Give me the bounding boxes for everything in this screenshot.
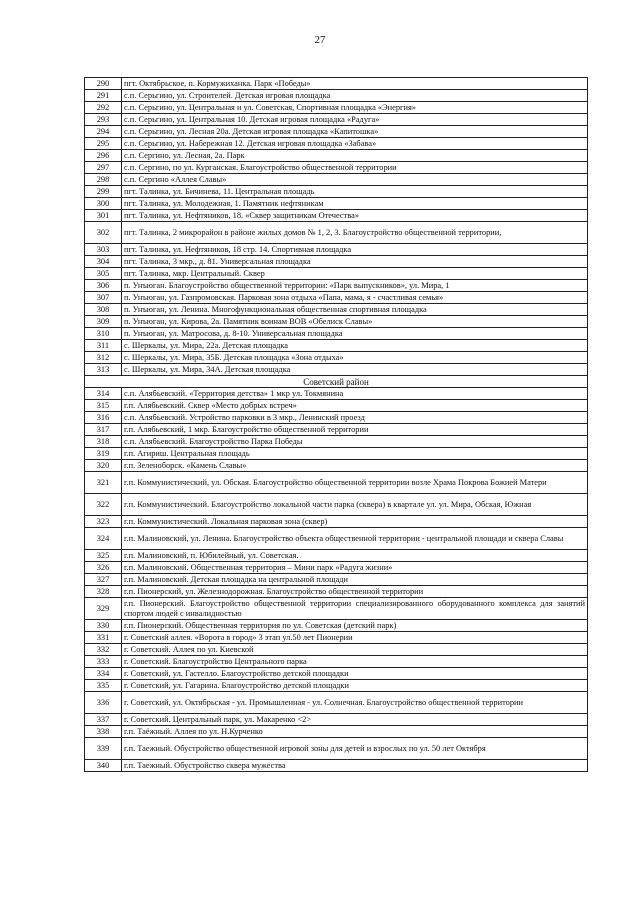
row-number: 304 — [85, 256, 122, 268]
row-description: с. Шеркалы, ул. Мира, 22а. Детская площадка — [122, 340, 588, 352]
row-description: пгт. Талинка, ул. Нефтяников, 18. «Сквер защитникам Отечества» — [122, 210, 588, 222]
row-description: п. Унъюган, ул. Газпромовская. Парковая зона отдыха «Папа, мама, я - счастливая семья» — [122, 292, 588, 304]
row-number: 305 — [85, 268, 122, 280]
row-description: г.п. Малиновский, ул. Ленина. Благоустройство объекта общественной территории - центральной площади и сквера Славы — [122, 528, 588, 550]
table-row — [85, 280, 588, 292]
row-description: г.п. Алябьевский. Сквер «Место добрых встреч» — [122, 400, 588, 412]
table-row — [85, 644, 588, 656]
row-number: 319 — [85, 448, 122, 460]
row-number: 295 — [85, 138, 122, 150]
table-row — [85, 424, 588, 436]
table-row — [85, 562, 588, 574]
row-number: 324 — [85, 528, 122, 550]
row-number: 296 — [85, 150, 122, 162]
table-row — [85, 198, 588, 210]
row-description: г. Советский. Благоустройство Центрального парка — [122, 656, 588, 668]
table-row — [85, 210, 588, 222]
row-number: 298 — [85, 174, 122, 186]
row-number: 308 — [85, 304, 122, 316]
row-description: п. Унъюган, ул. Кирова, 2а. Памятник воинам ВОВ «Обелиск Славы» — [122, 316, 588, 328]
row-number: 299 — [85, 186, 122, 198]
table-row — [85, 150, 588, 162]
row-description: пгт. Талинка, ул. Бичинева, 11. Центральная площадь — [122, 186, 588, 198]
row-description: с.п. Алябьевский. Устройство парковки в 3 мкр., Ленинский проезд — [122, 412, 588, 424]
row-number: 334 — [85, 668, 122, 680]
table-row — [85, 114, 588, 126]
table-row — [85, 388, 588, 400]
row-description: пгт. Талинка, мкр. Центральный. Сквер — [122, 268, 588, 280]
table-row — [85, 680, 588, 692]
row-number: 339 — [85, 738, 122, 760]
row-number: 315 — [85, 400, 122, 412]
table-row — [85, 494, 588, 516]
row-number: 338 — [85, 726, 122, 738]
row-number: 290 — [85, 78, 122, 90]
table-row — [85, 760, 588, 772]
row-description: пгт. Талинка, 2 микрорайон в районе жилых домов № 1, 2, 3. Благоустройство общественной территории, — [122, 222, 588, 244]
row-number: 314 — [85, 388, 122, 400]
row-description: с.п. Серьгино, ул. Центральная 10. Детская игровая площадка «Радуга» — [122, 114, 588, 126]
row-number: 333 — [85, 656, 122, 668]
row-description: с.п. Серьгино, ул. Лесная 20а. Детская игровая площадка «Капитошка» — [122, 126, 588, 138]
row-description: г.п. Таёжный. Аллея по ул. Н.Курченко — [122, 726, 588, 738]
row-number: 320 — [85, 460, 122, 472]
row-number: 327 — [85, 574, 122, 586]
table-row — [85, 692, 588, 714]
row-description: с.п. Сергино, ул. Лесная, 2а. Парк — [122, 150, 588, 162]
table-row — [85, 412, 588, 424]
row-number: 318 — [85, 436, 122, 448]
row-description: п. Унъюган, ул. Матросова, д. 8-10. Универсальная площадка — [122, 328, 588, 340]
row-number: 330 — [85, 620, 122, 632]
table-row — [85, 574, 588, 586]
table-row — [85, 738, 588, 760]
row-number: 326 — [85, 562, 122, 574]
table-row — [85, 460, 588, 472]
row-description: с.п. Серьгино, ул. Набережная 12. Детская игровая площадка «Забава» — [122, 138, 588, 150]
row-number: 302 — [85, 222, 122, 244]
table-row — [85, 174, 588, 186]
row-description: г.п. Таежный. Обустройство сквера мужества — [122, 760, 588, 772]
row-number: 317 — [85, 424, 122, 436]
table-row — [85, 528, 588, 550]
row-number: 332 — [85, 644, 122, 656]
table-row — [85, 448, 588, 460]
row-number: 301 — [85, 210, 122, 222]
row-number: 291 — [85, 90, 122, 102]
section-title: Советский район — [85, 376, 588, 388]
table-row — [85, 620, 588, 632]
row-description: г.п. Пионерский. Благоустройство общественной территории специализированного оборудованного комплекса для занятий спортом людей с инвалидностью — [122, 598, 588, 620]
row-number: 322 — [85, 494, 122, 516]
row-number: 325 — [85, 550, 122, 562]
row-number: 323 — [85, 516, 122, 528]
row-description: г. Советский. Центральный парк, ул. Макаренко <2> — [122, 714, 588, 726]
table-row — [85, 102, 588, 114]
row-number: 300 — [85, 198, 122, 210]
table-row — [85, 292, 588, 304]
table-body — [85, 78, 588, 772]
row-number: 307 — [85, 292, 122, 304]
table-row — [85, 726, 588, 738]
row-description: с.п. Серьгино, ул. Центральная и ул. Советская, Спортивная площадка «Энергия» — [122, 102, 588, 114]
objects-table — [84, 77, 588, 772]
table-row — [85, 586, 588, 598]
table-row — [85, 472, 588, 494]
table-row — [85, 78, 588, 90]
row-description: с. Шеркалы, ул. Мира, 34А. Детская площадка — [122, 364, 588, 376]
table-row — [85, 138, 588, 150]
row-description: г.п. Пионерский, ул. Железнодорожная. Благоустройство общественной территории — [122, 586, 588, 598]
table-row — [85, 186, 588, 198]
table-row — [85, 316, 588, 328]
page-number: 27 — [314, 34, 326, 46]
row-number: 337 — [85, 714, 122, 726]
row-description: г.п. Таежный. Обустройство общественной игровой зоны для детей и взрослых по ул. 50 лет Октября — [122, 738, 588, 760]
table-row — [85, 668, 588, 680]
row-number: 335 — [85, 680, 122, 692]
row-description: г.п. Алябьевский, 1 мкр. Благоустройство общественной территории — [122, 424, 588, 436]
table-row — [85, 656, 588, 668]
table-row — [85, 632, 588, 644]
row-number: 328 — [85, 586, 122, 598]
table-row — [85, 714, 588, 726]
row-number: 311 — [85, 340, 122, 352]
row-number: 292 — [85, 102, 122, 114]
row-description: г.п. Малиновский. Детская площадка на центральной площади — [122, 574, 588, 586]
table-row — [85, 304, 588, 316]
row-description: с.п. Сергино, по ул. Курганская. Благоустройство общественной территории — [122, 162, 588, 174]
row-description: пгт. Талинка, 3 мкр., д. 81. Универсальная площадка — [122, 256, 588, 268]
row-description: г. Советский. Аллея по ул. Киевской — [122, 644, 588, 656]
table-row — [85, 364, 588, 376]
table-row — [85, 516, 588, 528]
row-description: г.п. Коммунистический, ул. Обская. Благоустройство общественной территории возле Храма Покрова Божией Матери — [122, 472, 588, 494]
row-number: 316 — [85, 412, 122, 424]
row-description: с.п. Сергино «Аллея Славы» — [122, 174, 588, 186]
row-description: г. Советский, ул. Гагарина. Благоустройство детской площадки — [122, 680, 588, 692]
table-row — [85, 598, 588, 620]
row-number: 329 — [85, 598, 122, 620]
row-number: 306 — [85, 280, 122, 292]
row-number: 340 — [85, 760, 122, 772]
row-description: г. Советский аллея. «Ворота в город» 3 этап ул.50 лет Пионерии — [122, 632, 588, 644]
row-number: 310 — [85, 328, 122, 340]
row-description: с.п. Алябьевский. Благоустройство Парка Победы — [122, 436, 588, 448]
row-description: п. Унъюган, ул. Ленина. Многофункциональная общественная спортивная площадка — [122, 304, 588, 316]
table-row — [85, 90, 588, 102]
row-description: п. Унъюган. Благоустройство общественной территории: «Парк выпускников», ул. Мира, 1 — [122, 280, 588, 292]
table-row — [85, 400, 588, 412]
table-row — [85, 162, 588, 174]
table-row — [85, 328, 588, 340]
row-number: 313 — [85, 364, 122, 376]
row-number: 336 — [85, 692, 122, 714]
row-description: с.п. Серьгино, ул. Строителей. Детская игровая площадка — [122, 90, 588, 102]
row-description: пгт. Талинка, ул. Молодежная, 1. Памятник нефтяникам — [122, 198, 588, 210]
row-description: г.п. Малиновский. Общественная территория – Мини парк «Радуга жизни» — [122, 562, 588, 574]
row-description: с. Шеркалы, ул. Мира, 35Б. Детская площадка «Зона отдыха» — [122, 352, 588, 364]
table-row — [85, 256, 588, 268]
row-description: г. Советский, ул. Октябрьская - ул. Промышленная - ул. Солнечная. Благоустройство общественной территории — [122, 692, 588, 714]
row-description: г.п. Коммунистический. Локальная парковая зона (сквер) — [122, 516, 588, 528]
row-number: 312 — [85, 352, 122, 364]
table-row — [85, 222, 588, 244]
row-description: г.п. Зеленоборск. «Камень Славы» — [122, 460, 588, 472]
row-description: г. Советский, ул. Гастелло. Благоустройство детской площадки — [122, 668, 588, 680]
row-number: 294 — [85, 126, 122, 138]
row-number: 331 — [85, 632, 122, 644]
row-number: 303 — [85, 244, 122, 256]
table-row — [85, 352, 588, 364]
table-row — [85, 126, 588, 138]
section-header-row — [85, 376, 588, 388]
row-description: г.п. Пионерский. Общественная территория по ул. Советская (детский парк) — [122, 620, 588, 632]
row-number: 293 — [85, 114, 122, 126]
row-description: г.п. Агириш. Центральная площадь — [122, 448, 588, 460]
row-number: 321 — [85, 472, 122, 494]
row-description: пгт. Октябрьское, п. Кормужиханка. Парк «Победы» — [122, 78, 588, 90]
row-number: 297 — [85, 162, 122, 174]
row-description: г.п. Малиновский, п. Юбилейный, ул. Советская. — [122, 550, 588, 562]
table-row — [85, 244, 588, 256]
table-row — [85, 268, 588, 280]
row-description: с.п. Алябьевский. «Территория детства» 1 мкр ул. Токмянина — [122, 388, 588, 400]
table-row — [85, 436, 588, 448]
row-description: пгт. Талинка, ул. Нефтяников, 18 стр. 14. Спортивная площадка — [122, 244, 588, 256]
row-number: 309 — [85, 316, 122, 328]
table-row — [85, 340, 588, 352]
table-row — [85, 550, 588, 562]
row-description: г.п. Коммунистический. Благоустройство локальной части парка (сквера) в квартале ул. ул. Мира, Обская, Южная — [122, 494, 588, 516]
